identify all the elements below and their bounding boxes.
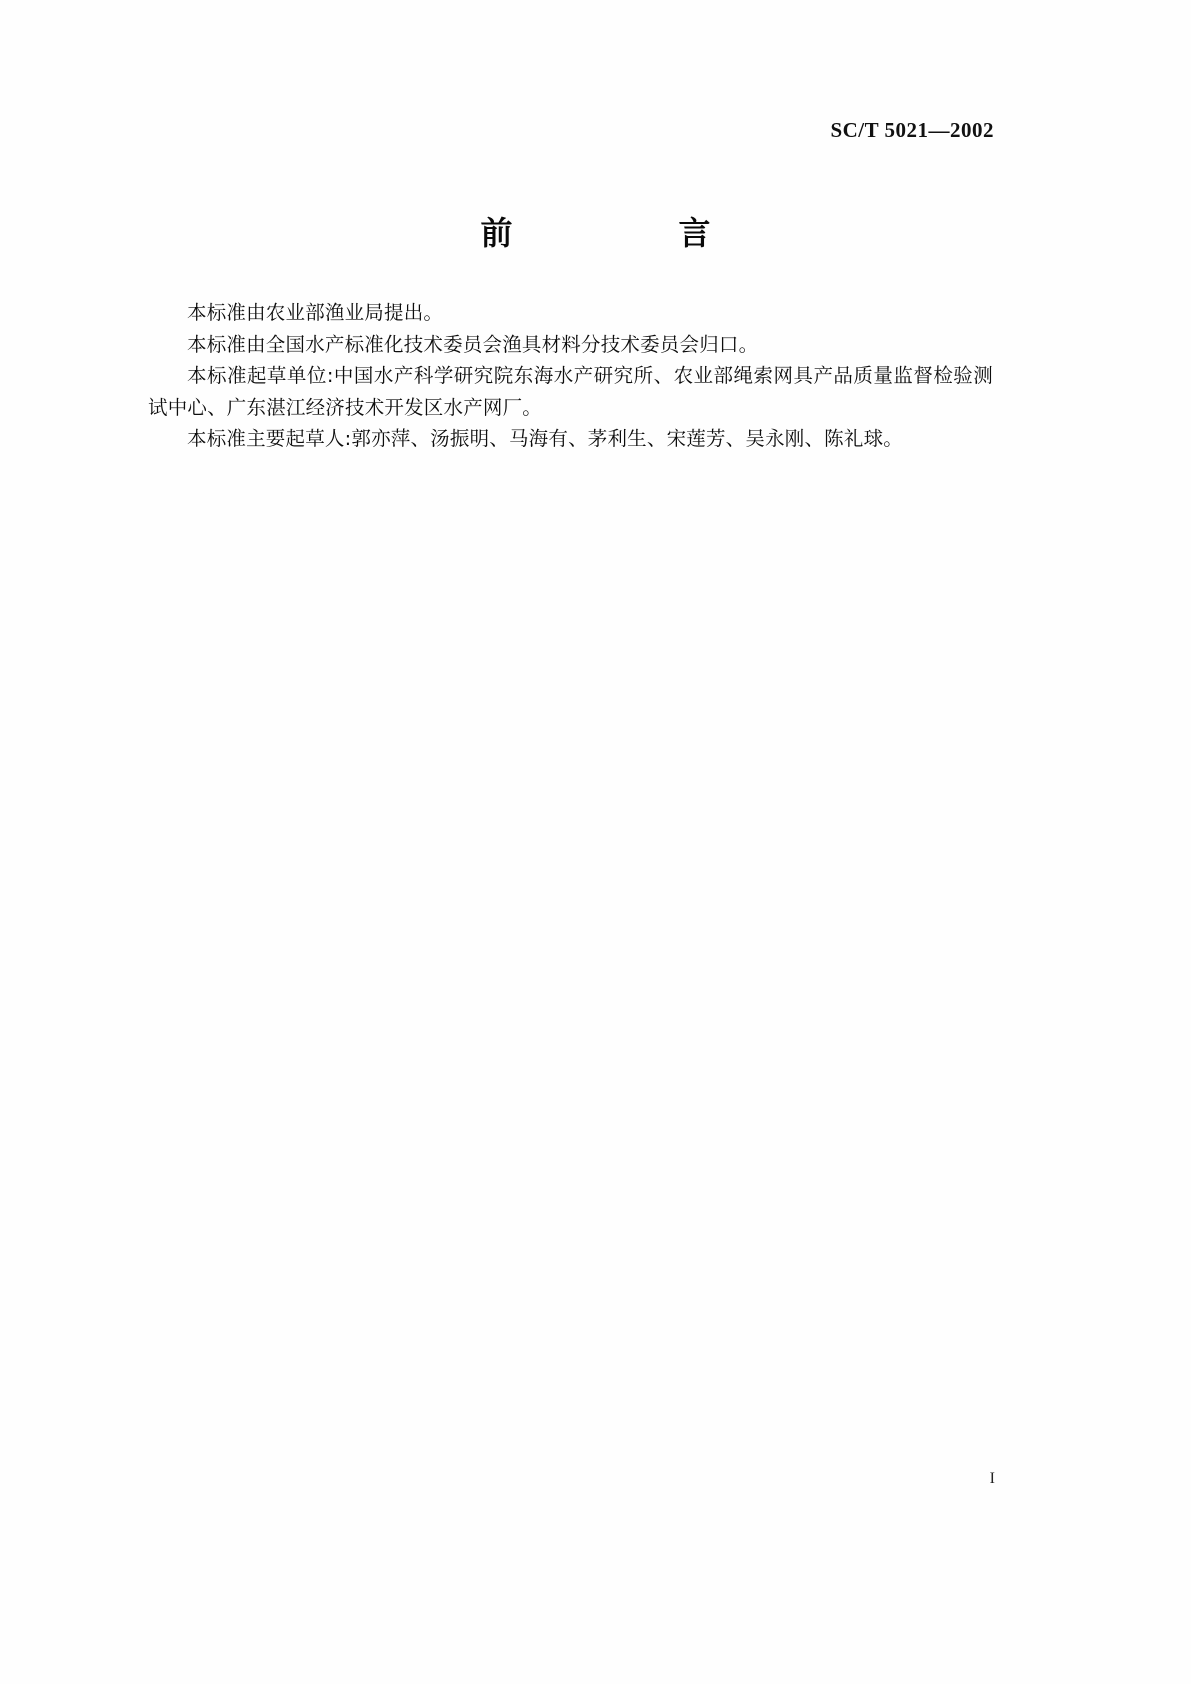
page-title: 前 言 bbox=[480, 214, 745, 252]
page-number: I bbox=[989, 1470, 995, 1487]
standard-number-header: SC/T 5021—2002 bbox=[830, 118, 994, 142]
paragraph: 本标准由农业部渔业局提出。 bbox=[187, 301, 444, 324]
paragraph: 本标准起草单位:中国水产科学研究院东海水产研究所、农业部绳索网具产品质量监督检验测试中心、广东湛江经济技术开发区水产网厂。 bbox=[148, 364, 993, 419]
paragraph: 本标准由全国水产标准化技术委员会渔具材料分技术委员会归口。 bbox=[187, 332, 759, 356]
paragraph: 本标准主要起草人:郭亦萍、汤振明、马海有、茅利生、宋莲芳、吴永刚、陈礼球。 bbox=[187, 427, 903, 450]
foreword-body bbox=[148, 297, 993, 455]
